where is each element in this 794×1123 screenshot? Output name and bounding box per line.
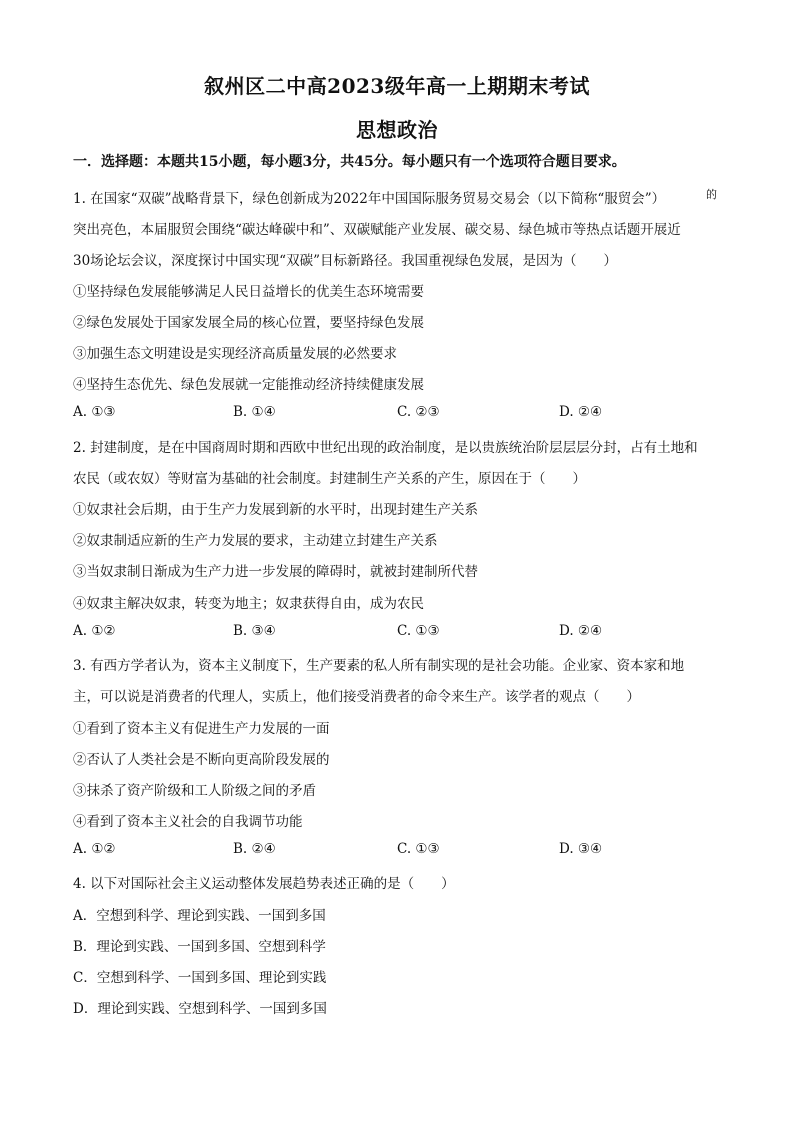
q1-stem-line-3: 30场论坛会议，深度探讨中国实现“双碳”目标新路径。我国重视绿色发展，是因为（ ） — [73, 253, 617, 269]
q2-option-b[interactable]: B. ③④ — [233, 623, 276, 639]
exam-title: 叙州区二中高2023级年高一上期期末考试 — [204, 74, 590, 98]
q2-stem-line-1: 2. 封建制度，是在中国商周时期和西欧中世纪出现的政治制度，是以贵族统治阶层层层分封，占有土地和 — [73, 440, 698, 456]
q4-option-b[interactable]: B．理论到实践、一国到多国、空想到科学 — [73, 939, 326, 955]
q3-statement-2: ②否认了人类社会是不断向更高阶段发展的 — [73, 752, 330, 768]
q4-stem-line-1: 4. 以下对国际社会主义运动整体发展趋势表述正确的是（ ） — [73, 876, 455, 892]
q2-option-c[interactable]: C. ①③ — [397, 623, 440, 639]
q1-option-c[interactable]: C. ②③ — [397, 404, 440, 420]
q1-statement-1: ①坚持绿色发展能够满足人民日益增长的优美生态环境需要 — [73, 284, 424, 300]
q4-option-c[interactable]: C．空想到科学、一国到多国、理论到实践 — [73, 970, 327, 986]
q2-option-a[interactable]: A. ①② — [73, 623, 116, 639]
q3-option-c[interactable]: C. ①③ — [397, 841, 440, 857]
q2-stem-line-2: 农民（或农奴）等财富为基础的社会制度。封建制生产关系的产生，原因在于（ ） — [73, 471, 586, 487]
q4-option-a[interactable]: A．空想到科学、理论到实践、一国到多国 — [73, 908, 326, 924]
q2-option-d[interactable]: D. ②④ — [559, 623, 603, 639]
exam-subject: 思想政治 — [356, 118, 438, 142]
q2-statement-3: ③当奴隶制日渐成为生产力进一步发展的障碍时，就被封建制所代替 — [73, 564, 478, 580]
q1-stem-line-2: 突出亮色，本届服贸会围绕“碳达峰碳中和”、双碳赋能产业发展、碳交易、绿色城市等热点话题开展近 — [73, 222, 681, 238]
q1-statement-4: ④坚持生态优先、绿色发展就一定能推动经济持续健康发展 — [73, 377, 424, 393]
q4-option-d[interactable]: D．理论到实践、空想到科学、一国到多国 — [73, 1001, 327, 1017]
q3-option-b[interactable]: B. ②④ — [233, 841, 276, 857]
q3-stem-line-1: 3. 有西方学者认为，资本主义制度下，生产要素的私人所有制实现的是社会功能。企业家、资本家和地 — [73, 658, 685, 674]
q1-option-b[interactable]: B. ①④ — [233, 404, 276, 420]
q3-option-d[interactable]: D. ③④ — [559, 841, 603, 857]
q2-statement-4: ④奴隶主解决奴隶，转变为地主；奴隶获得自由，成为农民 — [73, 596, 424, 612]
q1-stem-line-1: 1. 在国家“双碳”战略背景下，绿色创新成为2022年中国国际服务贸易交易会（以下简称“服贸会”） — [73, 191, 666, 207]
q3-statement-4: ④看到了资本主义社会的自我调节功能 — [73, 814, 303, 830]
q3-option-a[interactable]: A. ①② — [73, 841, 116, 857]
q1-option-d[interactable]: D. ②④ — [559, 404, 603, 420]
q1-statement-2: ②绿色发展处于国家发展全局的核心位置，要坚持绿色发展 — [73, 315, 424, 331]
q1-stem-tail: 的 — [706, 188, 717, 201]
q2-statement-2: ②奴隶制适应新的生产力发展的要求，主动建立封建生产关系 — [73, 533, 438, 549]
q3-statement-3: ③抹杀了资产阶级和工人阶级之间的矛盾 — [73, 783, 316, 799]
q2-statement-1: ①奴隶社会后期，由于生产力发展到新的水平时，出现封建生产关系 — [73, 502, 478, 518]
q3-statement-1: ①看到了资本主义有促进生产力发展的一面 — [73, 721, 330, 737]
section-heading: 一．选择题：本题共15小题，每小题3分，共45分。每小题只有一个选项符合题目要求。 — [73, 154, 626, 170]
q1-option-a[interactable]: A. ①③ — [73, 404, 116, 420]
q3-stem-line-2: 主，可以说是消费者的代理人，实质上，他们接受消费者的命令来生产。该学者的观点（ ） — [73, 689, 640, 705]
q1-statement-3: ③加强生态文明建设是实现经济高质量发展的必然要求 — [73, 346, 397, 362]
